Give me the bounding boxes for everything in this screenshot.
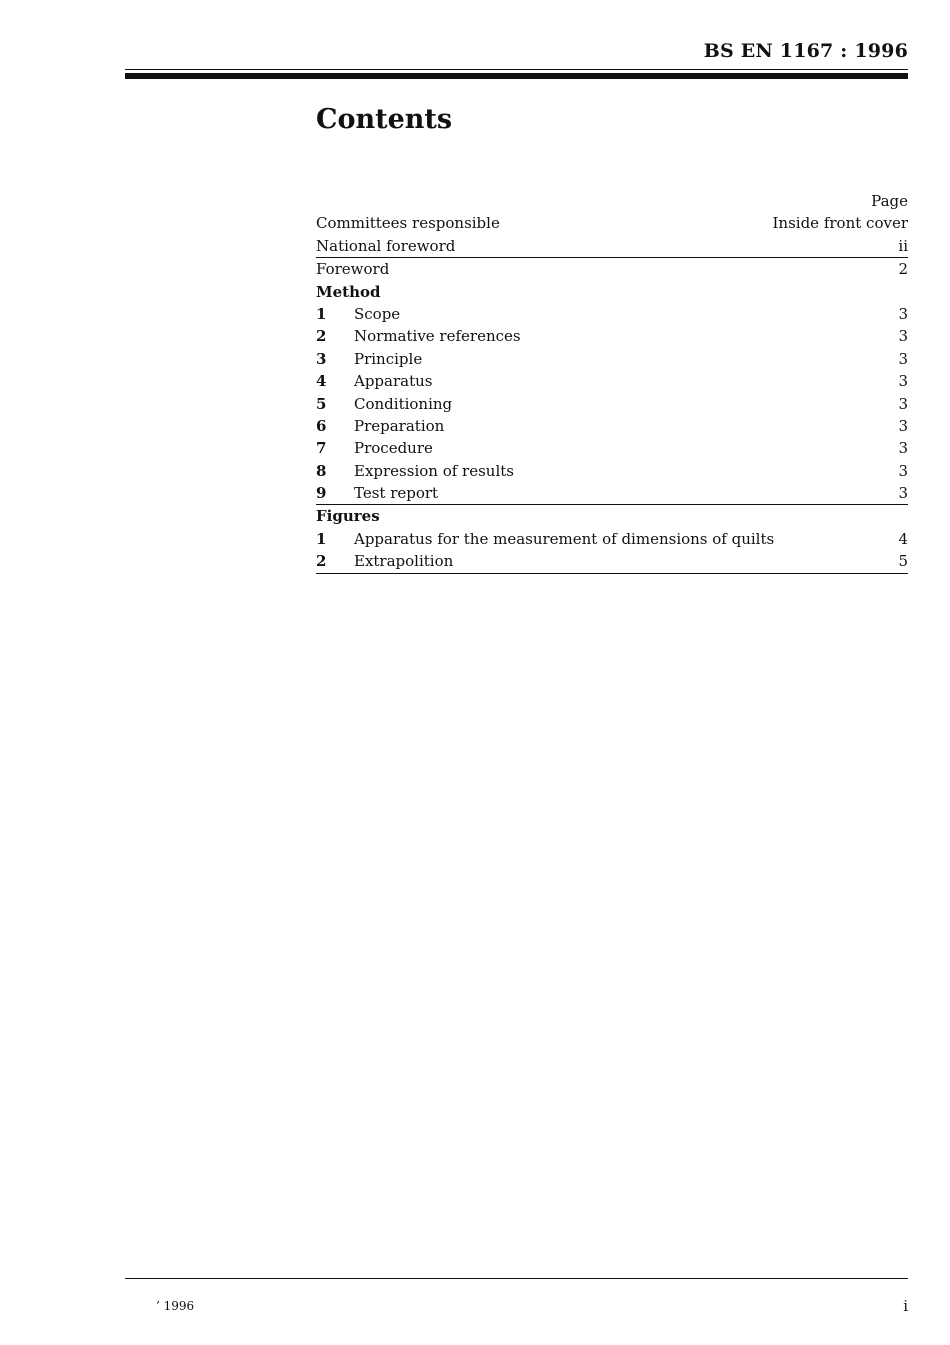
- toc-entry-expression-of-results[interactable]: [316, 460, 908, 482]
- toc-entry-page: 3: [898, 439, 908, 458]
- toc-entry-label: Committees responsible: [316, 214, 500, 233]
- toc-entry-page: 3: [898, 461, 908, 480]
- toc-entry-label: Foreword: [316, 260, 390, 279]
- toc-entry-number: 6: [316, 416, 327, 435]
- toc-entry-conditioning[interactable]: [316, 393, 908, 415]
- toc-entry-label: Conditioning: [354, 394, 453, 413]
- toc-entry-number: 8: [316, 461, 327, 480]
- toc-entry-number: 5: [316, 394, 327, 413]
- toc-entry-page: 3: [898, 349, 908, 368]
- toc-entry-label: Expression of results: [354, 461, 514, 480]
- footer-copyright: ’ 1996: [156, 1299, 195, 1313]
- page-title: Contents: [316, 104, 453, 135]
- toc-entry-page: 3: [898, 327, 908, 346]
- toc-entry-label: Test report: [354, 484, 439, 503]
- toc-entry-normative-references[interactable]: [316, 325, 908, 347]
- toc-section-method: Method: [316, 282, 381, 301]
- toc-entry-number: 2: [316, 327, 327, 346]
- toc-entry-procedure[interactable]: [316, 437, 908, 459]
- toc-entry-figure-2[interactable]: [316, 550, 908, 573]
- table-of-contents: [316, 190, 908, 574]
- toc-entry-number: 9: [316, 484, 327, 503]
- toc-entry-page: ii: [898, 236, 908, 255]
- toc-entry-page: 3: [898, 416, 908, 435]
- toc-entry-number: 3: [316, 349, 327, 368]
- toc-entry-page: 5: [898, 552, 908, 571]
- toc-entry-page: 3: [898, 394, 908, 413]
- toc-page-heading: Page: [871, 192, 908, 210]
- toc-entry-label: Apparatus: [354, 372, 433, 391]
- toc-entry-page: Inside front cover: [772, 214, 908, 233]
- toc-entry-number: 2: [316, 552, 327, 571]
- toc-entry-label: Principle: [354, 349, 423, 368]
- toc-entry-scope[interactable]: [316, 303, 908, 325]
- toc-entry-national-foreword[interactable]: [316, 235, 908, 258]
- header-thick-rule: [125, 73, 908, 79]
- toc-entry-label: Scope: [354, 304, 401, 323]
- toc-entry-label: Preparation: [354, 416, 445, 435]
- toc-entry-label: Normative references: [354, 327, 521, 346]
- toc-entry-figure-1[interactable]: [316, 528, 908, 550]
- footer-page-number: i: [903, 1297, 908, 1315]
- toc-entry-apparatus[interactable]: [316, 370, 908, 392]
- toc-page-heading-row: [316, 190, 908, 212]
- toc-entry-page: 3: [898, 304, 908, 323]
- document-id: BS EN 1167 : 1996: [703, 40, 908, 62]
- toc-entry-principle[interactable]: [316, 348, 908, 370]
- toc-entry-page: 2: [898, 260, 908, 279]
- header-thin-rule: [125, 69, 908, 70]
- toc-entry-label: Procedure: [354, 439, 433, 458]
- toc-entry-committees[interactable]: [316, 212, 908, 234]
- toc-entry-label: Apparatus for the measurement of dimensions of quilts: [354, 529, 775, 548]
- toc-entry-number: 7: [316, 439, 327, 458]
- toc-entry-label: Extrapolition: [354, 552, 454, 571]
- toc-entry-number: 1: [316, 529, 327, 548]
- footer-rule: [125, 1278, 908, 1279]
- toc-entry-number: 4: [316, 372, 327, 391]
- toc-entry-number: 1: [316, 304, 327, 323]
- toc-section-figures: Figures: [316, 507, 380, 526]
- toc-entry-page: 3: [898, 484, 908, 503]
- toc-entry-page: 4: [898, 529, 908, 548]
- toc-entry-label: National foreword: [316, 236, 456, 255]
- toc-entry-test-report[interactable]: [316, 482, 908, 505]
- toc-entry-foreword[interactable]: [316, 258, 908, 280]
- toc-entry-page: 3: [898, 372, 908, 391]
- toc-entry-preparation[interactable]: [316, 415, 908, 437]
